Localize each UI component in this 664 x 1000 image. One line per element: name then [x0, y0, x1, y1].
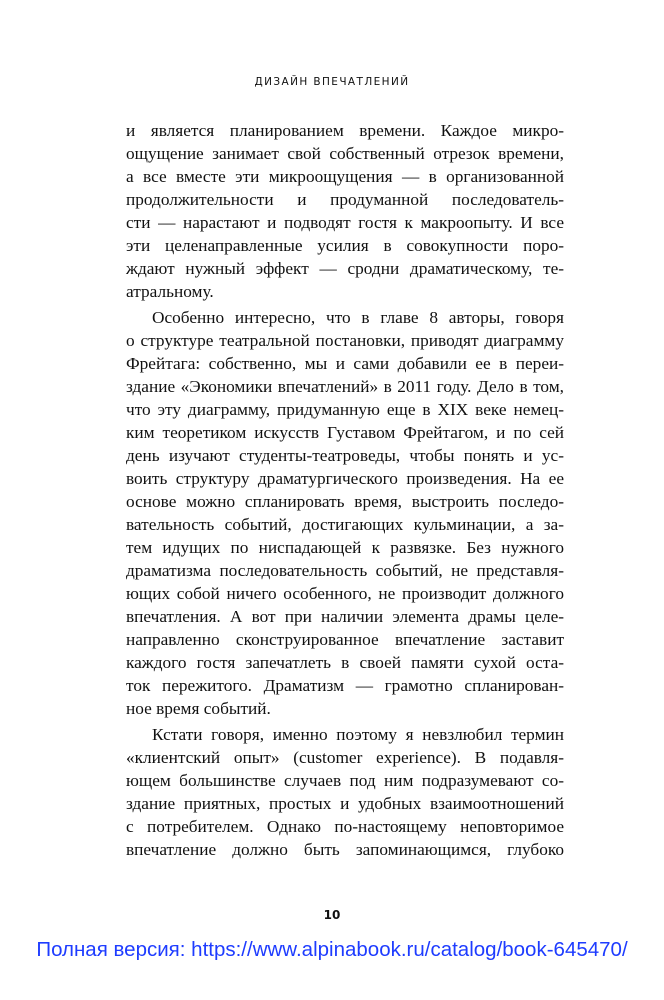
text-line: воить структуру драматургического произведения. На ее	[126, 469, 564, 488]
running-title: ДИЗАЙН ВПЕЧАТЛЕНИЙ	[254, 76, 410, 88]
text-line: день изучают студенты-театроведы, чтобы понять и ус-	[126, 446, 564, 465]
text-line: ким теоретиком искусств Густавом Фрейтагом, и по сей	[126, 423, 564, 442]
text-line: ощущение занимает свой собственный отрезок времени,	[126, 144, 564, 163]
paragraph-2	[126, 306, 564, 720]
text-line: здание «Экономики впечатлений» в 2011 году. Дело в том,	[126, 377, 564, 396]
text-line: эти целенаправленные усилия в совокупности поро-	[126, 236, 564, 255]
text-line: ющем большинстве случаев под ним подразумевают со-	[126, 771, 564, 790]
text-line: Кстати говоря, именно поэтому я невзлюбил термин	[152, 725, 564, 744]
text-line: впечатления. А вот при наличии элемента драмы целе-	[126, 607, 564, 626]
text-line: основе можно спланировать время, выстроить последо-	[126, 492, 564, 511]
full-version-link[interactable]: Полная версия: https://www.alpinabook.ru/catalog/book-645470/	[36, 938, 628, 961]
paragraph-3	[126, 723, 564, 861]
text-line: о структуре театральной постановки, приводят диаграмму	[126, 331, 564, 350]
text-line: ждают нужный эффект — сродни драматическому, те-	[126, 259, 564, 278]
text-line: ющих собой ничего особенного, не производит должного	[126, 584, 564, 603]
text-line: вательность событий, достигающих кульминации, а за-	[126, 515, 564, 534]
text-line: Фрейтага: собственно, мы и сами добавили ее в переи-	[126, 354, 564, 373]
text-line: каждого гостя запечатлеть в своей памяти сухой оста-	[126, 653, 564, 672]
text-line: «клиентский опыт» (customer experience). В подавля-	[126, 748, 564, 767]
text-line: а все вместе эти микроощущения — в организованной	[126, 167, 564, 186]
page-number: 10	[323, 908, 341, 922]
text-line: здание приятных, простых и удобных взаимоотношений	[126, 794, 564, 813]
paragraph-1	[126, 119, 564, 303]
text-line: что эту диаграмму, придуманную еще в XIX веке немец-	[126, 400, 564, 419]
text-line: направленно сконструированное впечатление заставит	[126, 630, 564, 649]
text-line: продолжительности и продуманной последователь-	[126, 190, 564, 209]
text-line: и является планированием времени. Каждое микро-	[126, 121, 564, 140]
text-line: сти — нарастают и подводят гостя к макроопыту. И все	[126, 213, 564, 232]
body-text	[126, 119, 564, 861]
text-line: ное время событий.	[126, 699, 271, 718]
text-line: атральному.	[126, 282, 214, 301]
text-line: впечатление должно быть запоминающимся, глубоко	[126, 840, 564, 859]
text-line: тем идущих по ниспадающей к развязке. Без нужного	[126, 538, 564, 557]
text-line: драматизма последовательность событий, не представля-	[126, 561, 564, 580]
text-line: с потребителем. Однако по-настоящему неповторимое	[126, 817, 564, 836]
text-line: ток пережитого. Драматизм — грамотно спланирован-	[126, 676, 564, 695]
text-line: Особенно интересно, что в главе 8 авторы, говоря	[152, 308, 564, 327]
